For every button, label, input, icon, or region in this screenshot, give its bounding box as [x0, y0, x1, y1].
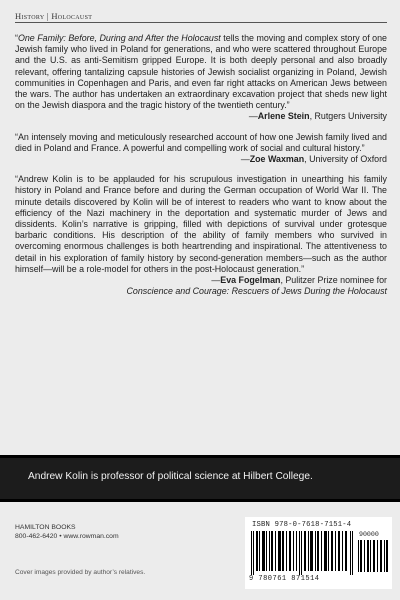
blurb-text: “An intensely moving and meticulously researched account of how one Jewish family lived and died in Poland and France. A powerful and compelling work of social and cultural history.” [15, 131, 387, 153]
publisher-name: HAMILTON BOOKS [15, 524, 76, 531]
book-title: One Family: Before, During and After the Holocaust [17, 33, 221, 43]
author-bio-band [0, 455, 400, 502]
author-bio [28, 471, 388, 482]
attribution-book-title: Conscience and Courage: Rescuers of Jews During the Holocaust [126, 286, 387, 297]
blurb-stein [15, 33, 387, 111]
isbn-label: ISBN 978-0-7618-7151-4 [252, 521, 352, 529]
category-label [15, 11, 92, 21]
attribution-stein [15, 111, 387, 122]
dash: — [211, 275, 221, 286]
attribution-affiliation: , Rutgers University [309, 111, 387, 122]
blurb-fogelman [15, 174, 387, 275]
dash: — [240, 154, 250, 165]
attribution-affiliation: , Pulitzer Prize nominee for [280, 275, 387, 286]
publisher-block [15, 524, 119, 541]
attribution-affiliation: , University of Oxford [304, 154, 387, 165]
price-code: 90000 [359, 531, 379, 538]
author-name: Andrew Kolin [28, 471, 89, 482]
blurb-text: tells the moving and complex story of one Jewish family who lived in Poland for generations, and who were scattered throughout Europe and the U.S. as anti-Semitism gripped Europe. It is both deeply personal and also broadly relevant, offering tantalizing capsule histories of Jewish socialist organizing in Poland, Jewish communities in Copenhagen and Paris, and even far right attacks on American Jews between the wars. The author has undertaken an extraordinary excavation project that sheds new light on the Jewish diaspora and the tragic history of the twentieth century.” [15, 33, 387, 111]
attribution-name: Eva Fogelman [220, 275, 281, 286]
attribution-waxman [15, 154, 387, 165]
top-rule [15, 22, 387, 23]
price-barcode [358, 540, 388, 572]
cover-credit: Cover images provided by author’s relatives. [15, 569, 146, 576]
blurbs [15, 33, 387, 297]
barcode-digits: 9 780761 871514 [249, 575, 320, 583]
isbn-barcode-box [245, 517, 392, 589]
attribution-name: Zoe Waxman [249, 154, 305, 165]
category-separator: | [44, 11, 52, 21]
dash: — [248, 111, 258, 122]
attribution-name: Arlene Stein [257, 111, 310, 122]
ean-barcode [251, 531, 355, 575]
category-history: History [15, 11, 45, 21]
author-bio-text: is professor of political science at Hilbert College. [88, 471, 313, 482]
open-quote: “ [15, 33, 18, 43]
blurb-text: “Andrew Kolin is to be applauded for his scrupulous investigation in unearthing his family history in Poland and France before and during the German occupation of World War II. The minute details discovered by Kolin will be of interest to readers who want to know about the efficiency of the Nazi machinery in the deportation and systematic murder of Jews and dissidents. Kolin’s narrative is gripping, filled with depictions of survival under grotesque barbaric conditions. His description of the ability of family members who survived in overcoming enormous challenges is both heartrending and inspirational. The attentiveness to detail in his exploration of family history by second-generation members—such as the author himself—will be a role-model for others in the post-Holocaust generation.” [15, 174, 387, 274]
attribution-fogelman [15, 275, 387, 286]
attribution-book [15, 286, 387, 297]
blurb-waxman [15, 132, 387, 154]
category-holocaust: Holocaust [51, 11, 93, 21]
publisher-contact: 800-462-6420 • www.rowman.com [15, 532, 119, 540]
